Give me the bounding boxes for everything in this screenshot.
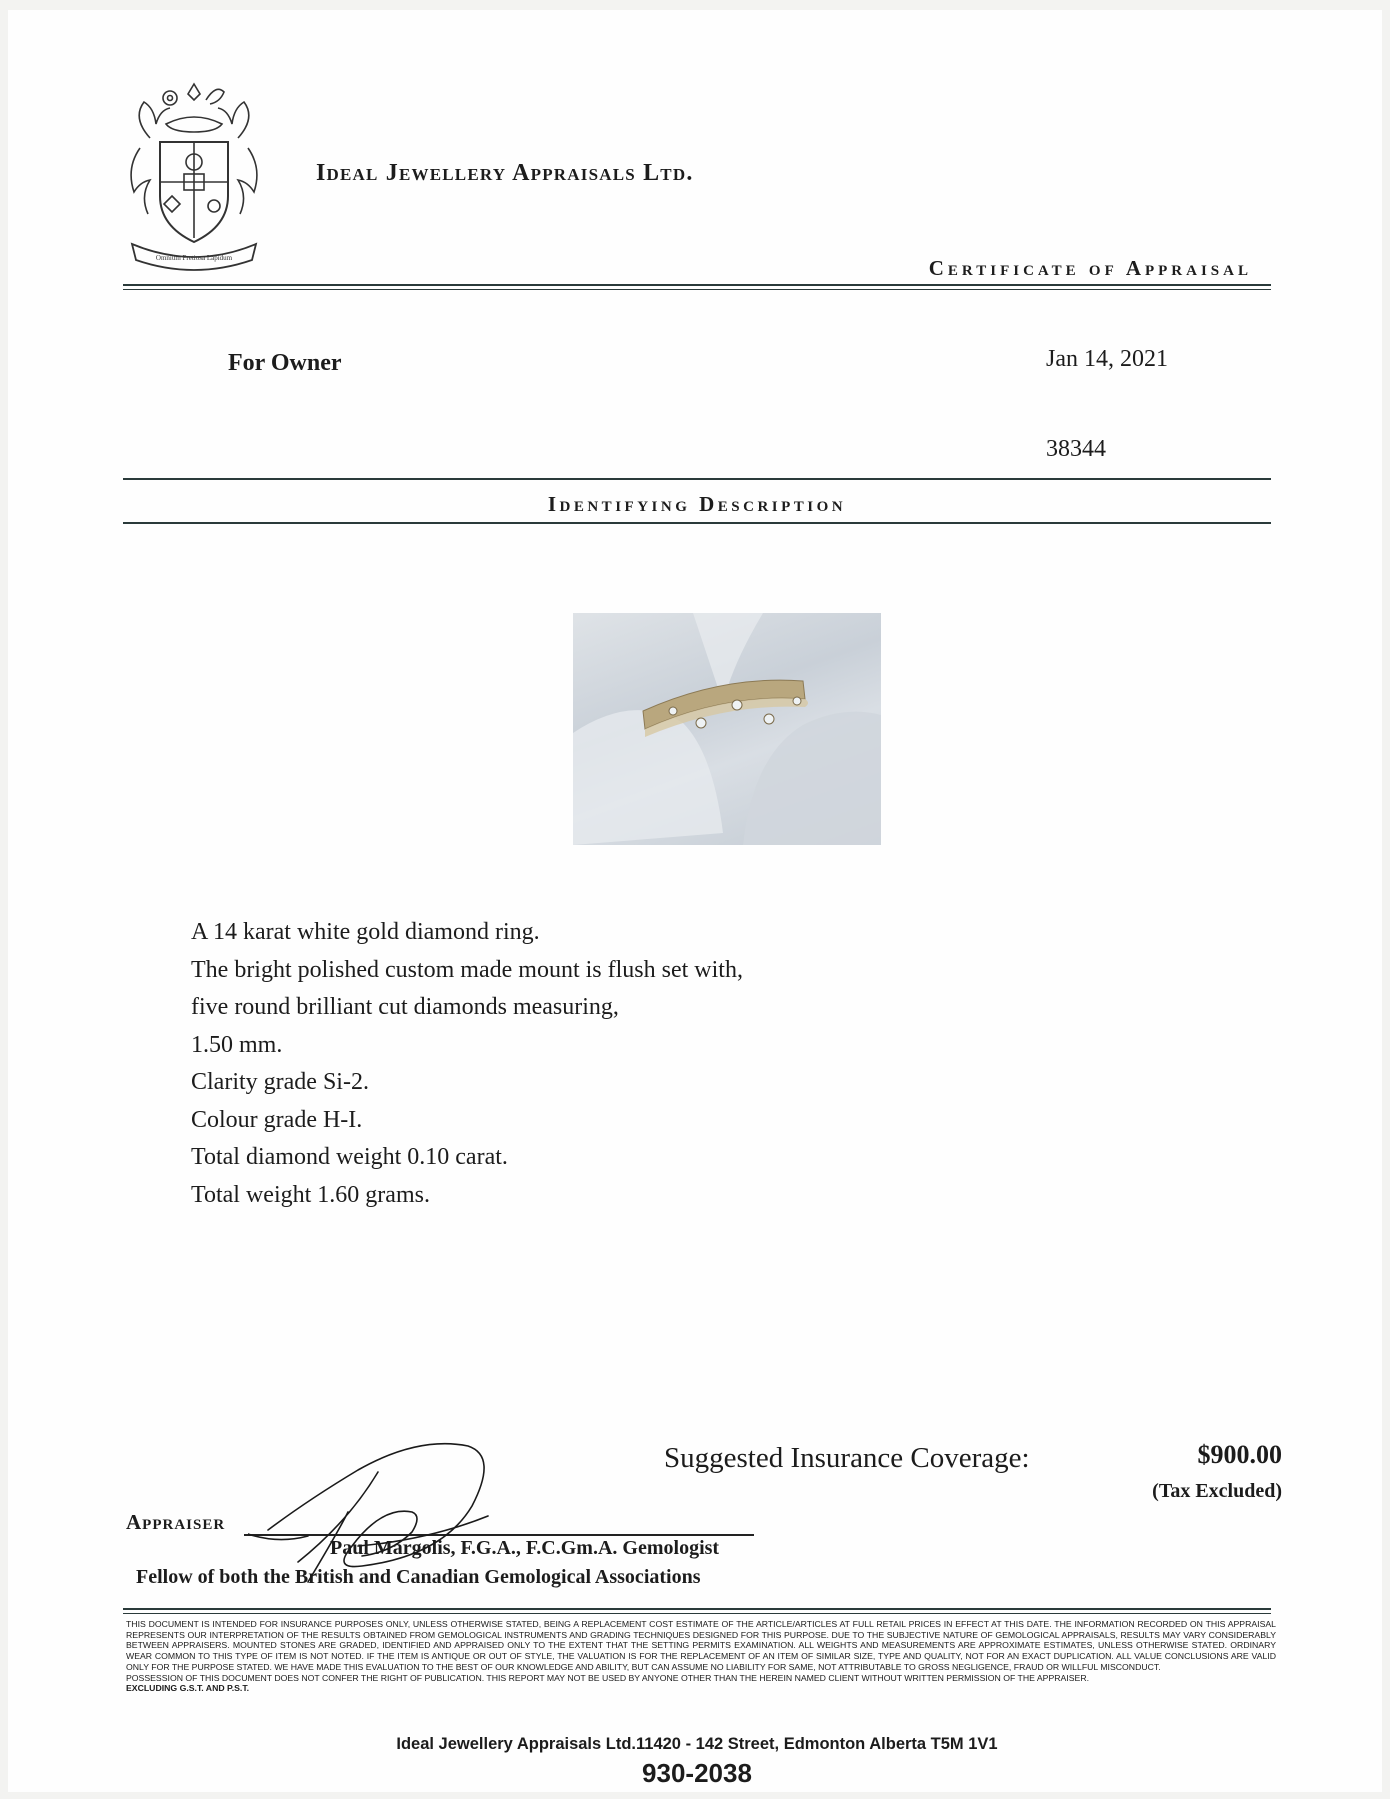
description-line: A 14 karat white gold diamond ring. bbox=[191, 919, 540, 945]
appraiser-label: Appraiser bbox=[126, 1510, 226, 1534]
signature-icon bbox=[248, 1422, 548, 1612]
header-rule-top bbox=[123, 284, 1271, 286]
description-line: Total weight 1.60 grams. bbox=[191, 1181, 430, 1208]
certificate-page bbox=[8, 10, 1382, 1792]
description-line: 1.50 mm. bbox=[191, 1031, 283, 1058]
company-crest-icon bbox=[120, 78, 268, 274]
description-line: Clarity grade Si-2. bbox=[191, 1069, 369, 1095]
coverage-label: Suggested Insurance Coverage: bbox=[664, 1442, 1030, 1474]
description-line: Total diamond weight 0.10 carat. bbox=[191, 1144, 508, 1170]
ring-photo bbox=[573, 613, 881, 845]
description-line: The bright polished custom made mount is flush set with, bbox=[191, 956, 743, 983]
footer-phone: 930-2038 bbox=[642, 1758, 752, 1788]
appraisal-date: Jan 14, 2021 bbox=[1046, 346, 1168, 372]
section-title: Identifying Description bbox=[547, 492, 847, 516]
tax-note: (Tax Excluded) bbox=[1152, 1480, 1282, 1502]
disclaimer-main: THIS DOCUMENT IS INTENDED FOR INSURANCE PURPOSES ONLY, UNLESS OTHERWISE STATED, BEING A REPLACEMENT COST ESTIMATE OF THE ARTICLE/ARTICLES AT FULL RETAIL PRICES IN EFFECT AT THIS DATE. THE INFORMATION RECORDED ON THIS APPRAISAL REPRESENTS OUR INTERPRETATION OF THE RESULTS OBTAINED FROM GEMOLOGICAL INSTRUMENTS AND GRADING TECHNIQUES DESIGNED FOR THIS PURPOSE. DUE TO THE SUBJECTIVE NATURE OF GEMOLOGICAL APPRAISALS, RESULTS MAY VARY CONSIDERABLY BETWEEN APPRAISERS. MOUNTED STONES ARE GRADED, IDENTIFIED AND APPRAISED ONLY TO THE EXTENT THAT THE SETTING PERMITS EXAMINATION. ALL WEIGHTS AND MEASUREMENTS ARE APPROXIMATE ESTIMATES, UNLESS OTHERWISE STATED. ORDINARY WEAR COMMON TO THIS TYPE OF ITEM IS NOT NOTED. IF THE ITEM IS ANTIQUE OR OUT OF STYLE, THE VALUATION IS FOR THE REPLACEMENT OF AN ITEM OF SIMILAR SIZE, TYPE AND QUALITY, NOT FOR AN EXACT DUPLICATION. ALL VALUE CONCLUSIONS ARE VALID ONLY FOR THE PURPOSE STATED. WE HAVE MADE THIS EVALUATION TO THE BEST OF OUR KNOWLEDGE AND ABILITY, BUT CAN ASSUME NO LIABILITY FOR SAME, NOT ATTRIBUTABLE TO GROSS NEGLIGENCE, FRAUD OR WILLFUL MISCONDUCT. bbox=[126, 1619, 1276, 1672]
description-line: five round brilliant cut diamonds measuring, bbox=[191, 994, 619, 1020]
footer-address: Ideal Jewellery Appraisals Ltd.11420 - 142 Street, Edmonton Alberta T5M 1V1 bbox=[396, 1735, 998, 1753]
section-rule-top bbox=[123, 478, 1271, 480]
appraiser-fellowship: Fellow of both the British and Canadian Gemological Associations bbox=[136, 1566, 701, 1588]
section-rule-bottom bbox=[123, 522, 1271, 524]
reference-number: 38344 bbox=[1046, 436, 1106, 462]
owner-label: For Owner bbox=[228, 350, 342, 376]
ring-photo-icon bbox=[573, 613, 881, 845]
disclaimer-tax: EXCLUDING G.S.T. AND P.S.T. bbox=[126, 1683, 250, 1694]
description-line: Colour grade H-I. bbox=[191, 1106, 363, 1133]
disclaimer-rule-bottom bbox=[123, 1613, 1271, 1614]
coverage-value: $900.00 bbox=[1197, 1440, 1282, 1469]
item-description bbox=[191, 914, 743, 1214]
appraiser-name: Paul Margolis, F.G.A., F.C.Gm.A. Gemologist bbox=[330, 1537, 720, 1559]
certificate-title: Certificate of Appraisal bbox=[928, 256, 1252, 280]
disclaimer-text bbox=[126, 1619, 1276, 1694]
header-rule-bottom bbox=[123, 289, 1271, 290]
company-name: Ideal Jewellery Appraisals Ltd. bbox=[316, 160, 694, 186]
crest-motto: Omnium Pretiosa Lapidum bbox=[155, 254, 233, 262]
disclaimer-possession: POSSESSION OF THIS DOCUMENT DOES NOT CONFER THE RIGHT OF PUBLICATION. THIS REPORT MAY NOT BE USED BY ANYONE OTHER THAN THE HEREIN NAMED CLIENT WITHOUT WRITTEN PERMISSION OF THE APPRAISER. bbox=[126, 1672, 1090, 1683]
disclaimer-rule-top bbox=[123, 1608, 1271, 1610]
